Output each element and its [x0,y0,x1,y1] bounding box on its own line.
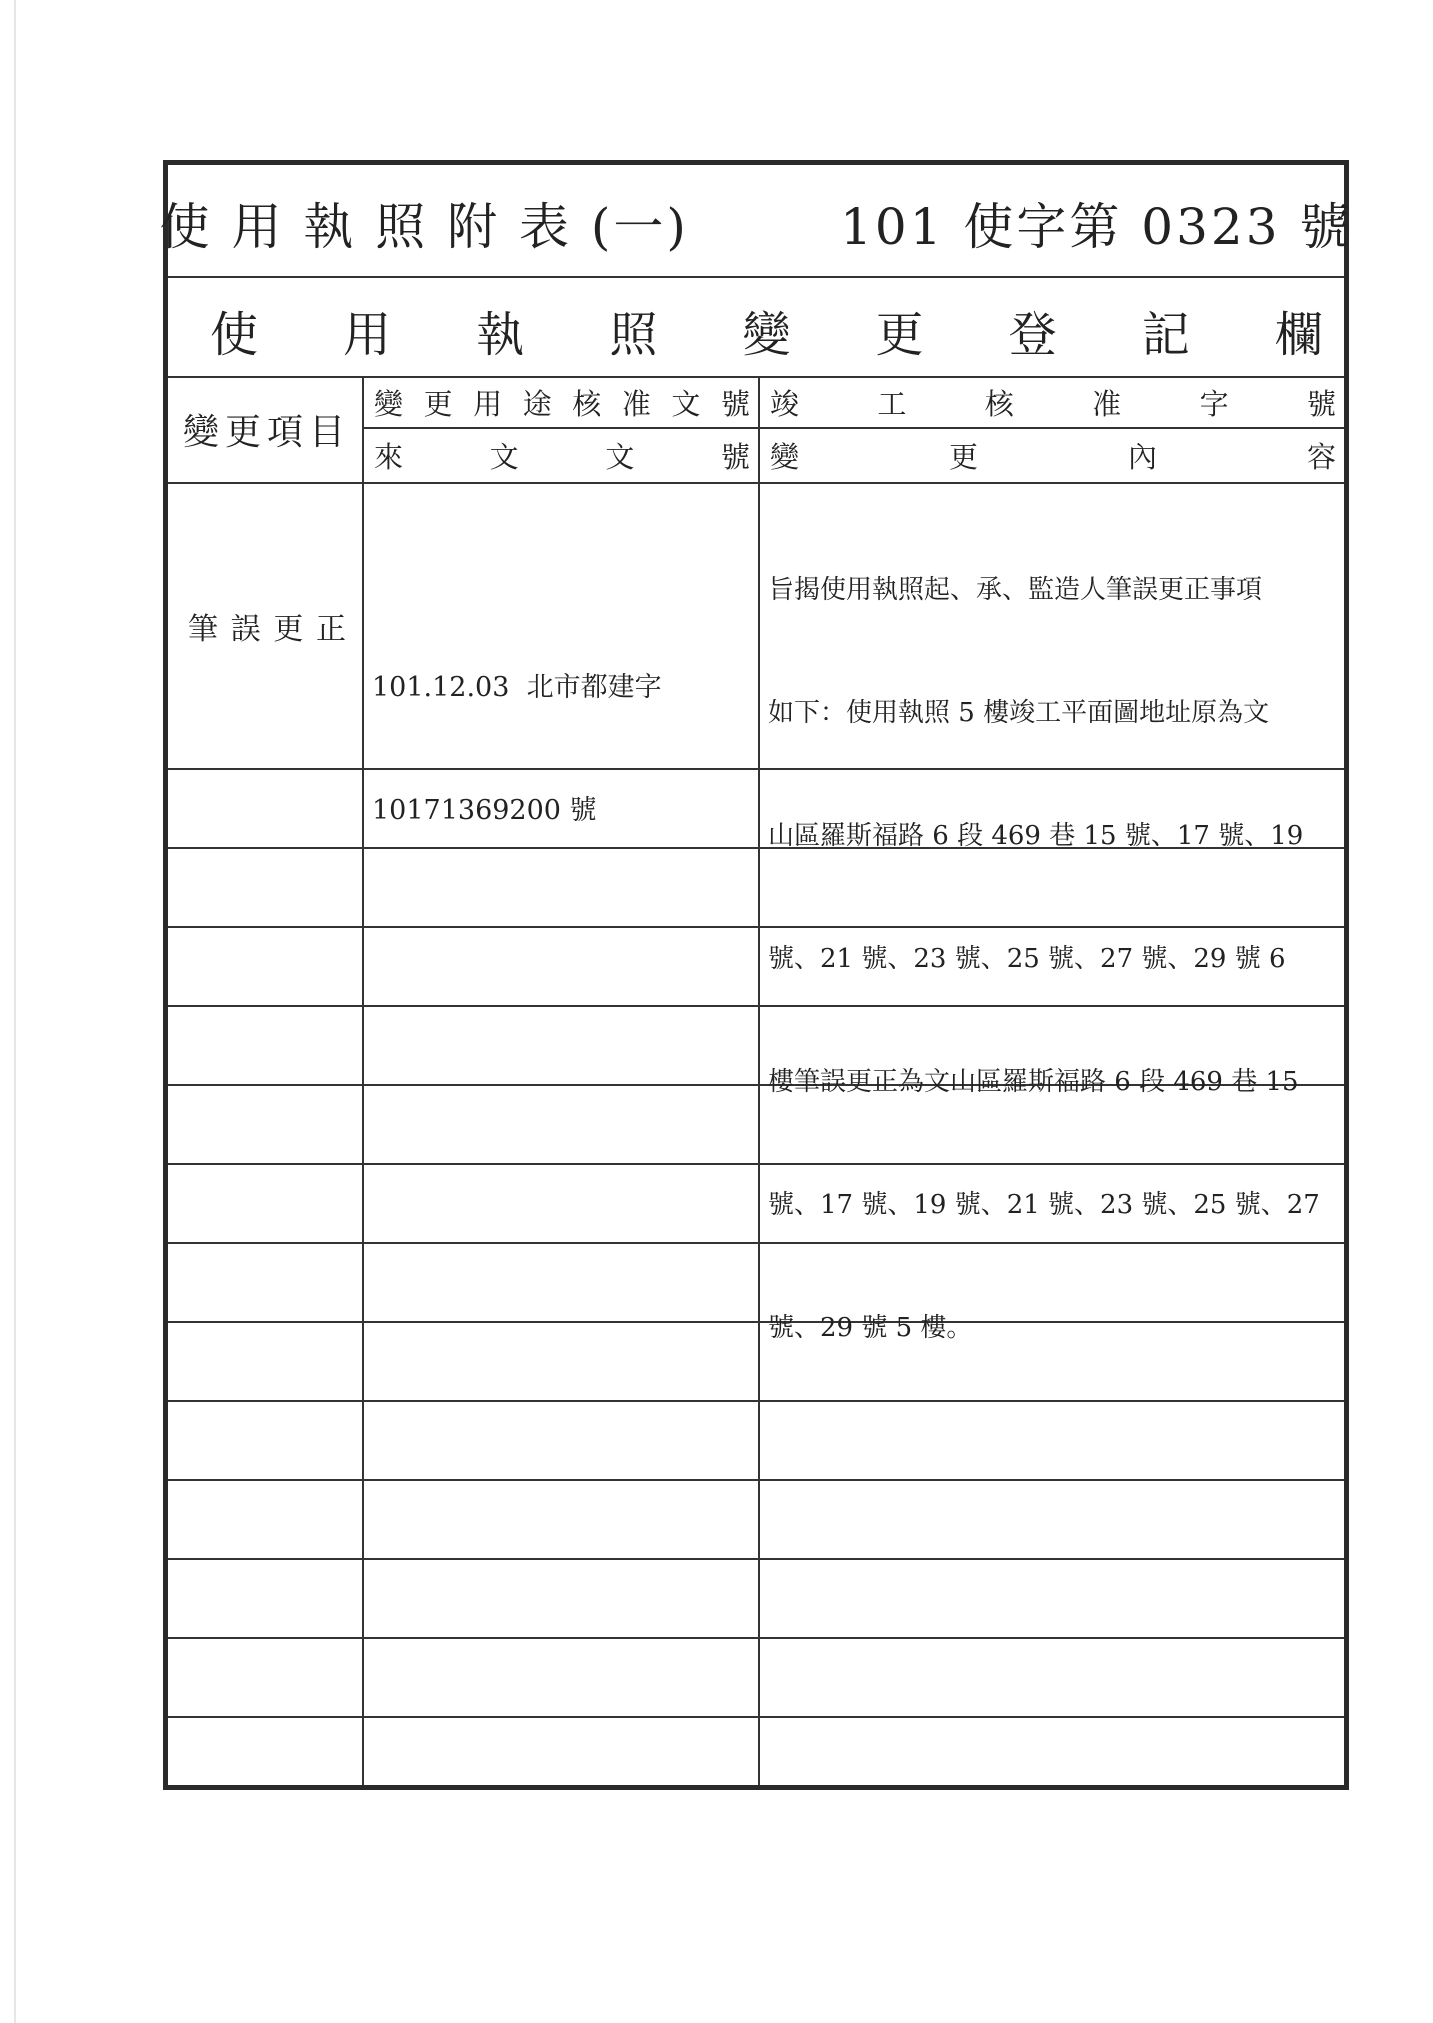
header-char: 途 [522,386,552,421]
column-divider-1 [362,376,364,1785]
header-char: 號 [1306,386,1336,421]
content-line: 如下：使用執照 5 樓竣工平面圖地址原為文 [768,698,1270,728]
rule-row-12 [168,1637,1344,1639]
content-line: 號、21 號、23 號、25 號、27 號、29 號 6 [768,944,1286,974]
header-char: 工 [877,386,907,421]
header-char: 更 [423,386,453,421]
header-char: 准 [621,386,651,421]
header-char: 變 [770,439,800,474]
scan-edge [14,0,16,2023]
rule-row-10 [168,1479,1344,1481]
rule-title-bottom [168,276,1344,278]
item-char: 正 [315,611,346,647]
heading-char: 照 [609,306,658,363]
header-char: 用 [473,386,503,421]
rule-row-13 [168,1716,1344,1718]
document-line: 101.12.03 北市都建字 [372,672,662,703]
column-divider-2 [758,376,760,1785]
content-line: 山區羅斯福路 6 段 469 巷 15 號、17 號、19 [768,821,1304,851]
content-line: 號、17 號、19 號、21 號、23 號、25 號、27 [768,1190,1320,1220]
header-char: 竣 [770,386,800,421]
header-char: 文 [671,386,701,421]
header-char: 核 [984,386,1014,421]
header-char: 內 [1127,439,1157,474]
header-char: 核 [572,386,602,421]
title-right: 101 使字第 0323 號 [840,198,1353,256]
header-char: 來 [374,439,404,474]
content-line: 旨揭使用執照起、承、監造人筆誤更正事項 [768,575,1263,605]
change-content-cell [768,488,1320,1390]
section-heading [210,290,1323,370]
heading-char: 執 [476,306,525,363]
title-left: 使 用 執 照 附 表 (一) [159,198,689,256]
approval-doc-header [374,378,750,426]
heading-char: 使 [210,306,259,363]
rule-row-9 [168,1400,1344,1402]
item-char: 筆 [188,611,218,647]
heading-char: 更 [875,306,924,363]
header-char: 更 [948,439,978,474]
item-char: 更 [273,611,304,647]
change-item-cell [172,483,362,768]
change-content-header [770,429,1336,481]
heading-char: 變 [742,306,791,363]
item-column-header: 變更項目 [182,411,351,453]
header-char: 文 [489,439,519,474]
heading-char: 欄 [1274,306,1323,363]
rule-row-11 [168,1558,1344,1560]
heading-char: 記 [1141,306,1190,363]
header-char: 文 [605,439,635,474]
document-line: 10171369200 號 [372,795,597,826]
heading-char: 登 [1008,306,1057,363]
item-char: 誤 [230,611,261,647]
header-char: 號 [720,386,750,421]
header-char: 號 [720,439,750,474]
content-line: 號、29 號 5 樓。 [768,1313,973,1343]
completion-no-header [770,378,1336,426]
header-char: 容 [1306,439,1336,474]
header-char: 變 [374,386,404,421]
content-line: 樓筆誤更正為文山區羅斯福路 6 段 469 巷 15 [768,1067,1299,1097]
page-title [159,170,1353,276]
incoming-doc-header [374,429,750,481]
heading-char: 用 [343,306,392,363]
document-number-cell [372,585,662,872]
header-char: 准 [1092,386,1122,421]
header-char: 字 [1199,386,1229,421]
